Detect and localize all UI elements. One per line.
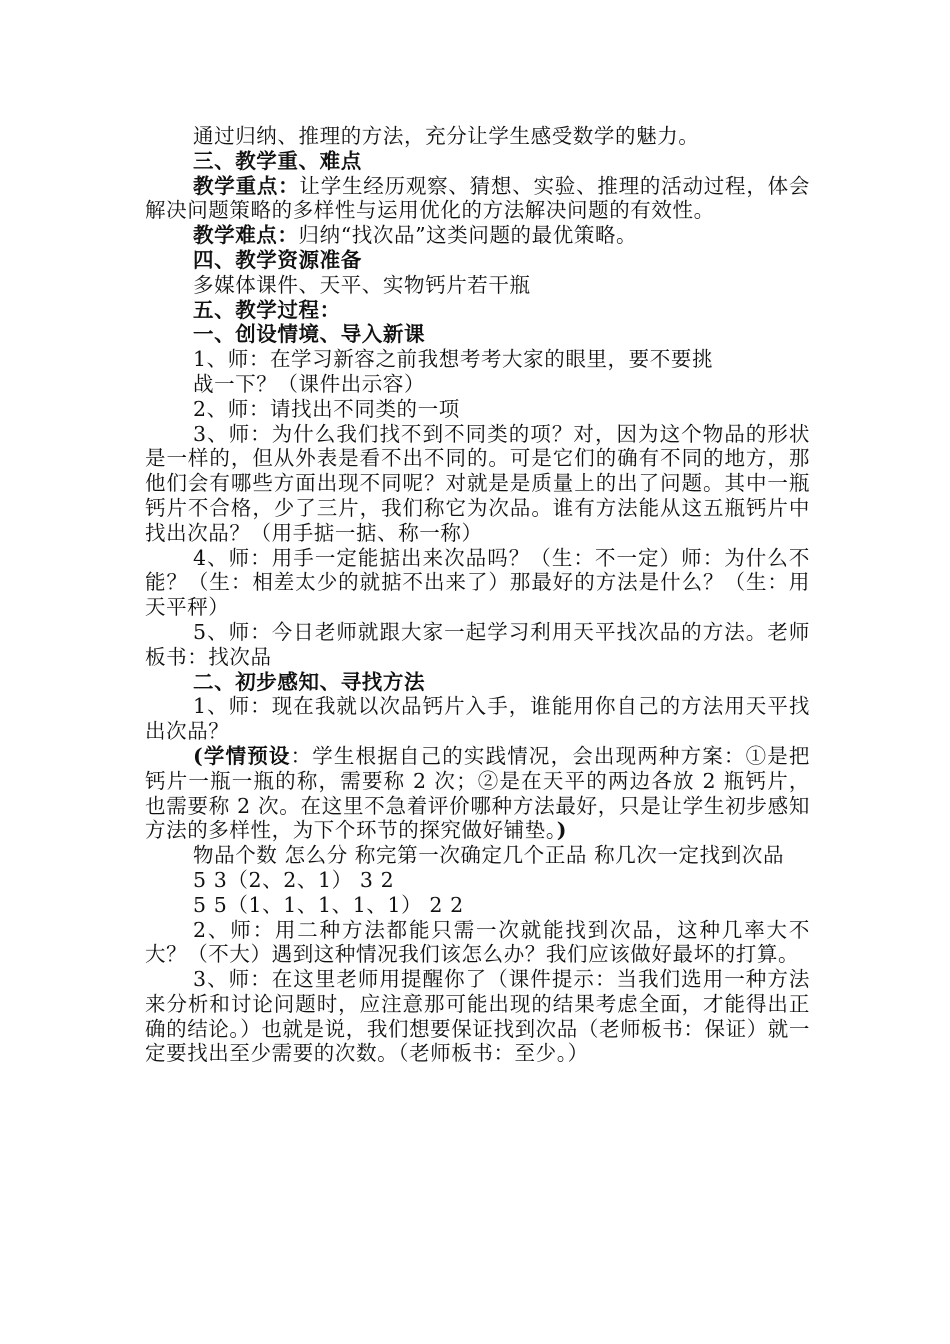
- paragraph-question-2: 2、师：用二种方法都能只需一次就能找到次品，这种几率大不大？（不大）遇到这种情况我们该怎么办？我们应该做好最坏的打算。: [145, 917, 810, 967]
- preset-label: 学情预设: [203, 743, 291, 768]
- focus-label: 教学重点：: [193, 173, 300, 198]
- heading-section-1: 一、创设情境、导入新课: [193, 322, 426, 347]
- preset-open-paren: (: [193, 743, 204, 768]
- paragraph-step-2: 2、师：请找出不同类的一项: [193, 396, 460, 421]
- preset-close-paren: ): [556, 818, 568, 843]
- heading-resources: 四、教学资源准备: [193, 247, 362, 272]
- paragraph-question-1: 1、师：现在我就以次品钙片入手，谁能用你自己的方法用天平找出次品？: [145, 694, 810, 744]
- document-page: [145, 124, 810, 1066]
- heading-key-points: 三、教学重、难点: [193, 148, 362, 173]
- paragraph-step-1a: 1、师：在学习新容之前我想考考大家的眼里，要不要挑: [193, 347, 714, 372]
- paragraph-teaching-difficulty: [145, 223, 810, 248]
- focus-text: 让学生经历观察、猜想、实验、推理的活动过程，体会解决问题策略的多样性与运用优化的方法解决问题的有效性。: [145, 173, 811, 223]
- table-row-2: 5 5（1、1、1、1、1） 2 2: [193, 892, 464, 917]
- paragraph-step-1b: 战一下？（课件出示容）: [193, 371, 426, 396]
- table-row-1: 5 3（2、2、1） 3 2: [193, 867, 395, 892]
- paragraph-preset: [145, 744, 810, 843]
- paragraph-resources: 多媒体课件、天平、实物钙片若干瓶: [193, 272, 531, 297]
- heading-process: 五、教学过程：: [193, 297, 341, 322]
- preset-text: ：学生根据自己的实践情况，会出现两种方案：①是把钙片一瓶一瓶的称，需要称 2 次；②是在天平的两边各放 2 瓶钙片，也需要称 2 次。在这里不急着评价哪种方法最好，只是让学生初步感知方法的多样性，为下个环节的探究做好铺垫。: [145, 743, 811, 843]
- paragraph-teaching-focus: [145, 174, 810, 224]
- paragraph-objective: 通过归纳、推理的方法，充分让学生感受数学的魅力。: [193, 124, 700, 148]
- table-header-line: 物品个数 怎么分 称完第一次确定几个正品 称几次一定找到次品: [193, 843, 785, 868]
- paragraph-step-4: 4、师：用手一定能掂出来次品吗？（生：不一定）师：为什么不能？（生：相差太少的就掂不出来了）那最好的方法是什么？（生：用天平秤）: [145, 545, 810, 620]
- difficulty-text: 归纳“找次品”这类问题的最优策略。: [298, 223, 638, 248]
- difficulty-label: 教学难点：: [193, 223, 299, 248]
- paragraph-step-3: 3、师：为什么我们找不到不同类的项？对，因为这个物品的形状是一样的，但从外表是看不出不同的。可是它们的确有不同的地方，那他们会有哪些方面出现不同呢？对就是是质量上的出了问题。其中一瓶钙片不合格，少了三片，我们称它为次品。谁有方法能从这五瓶钙片中找出次品？（用手掂一掂、称一称）: [145, 421, 810, 545]
- paragraph-step-5: 5、师：今日老师就跟大家一起学习利用天平找次品的方法。老师板书：找次品: [145, 619, 810, 669]
- paragraph-question-3: 3、师：在这里老师用提醒你了（课件提示：当我们选用一种方法来分析和讨论问题时，应注意那可能出现的结果考虑全面，才能得出正确的结论。）也就是说，我们想要保证找到次品（老师板书：保证）就一定要找出至少需要的次数。（老师板书：至少。）: [145, 967, 810, 1066]
- heading-section-2: 二、初步感知、寻找方法: [193, 669, 426, 694]
